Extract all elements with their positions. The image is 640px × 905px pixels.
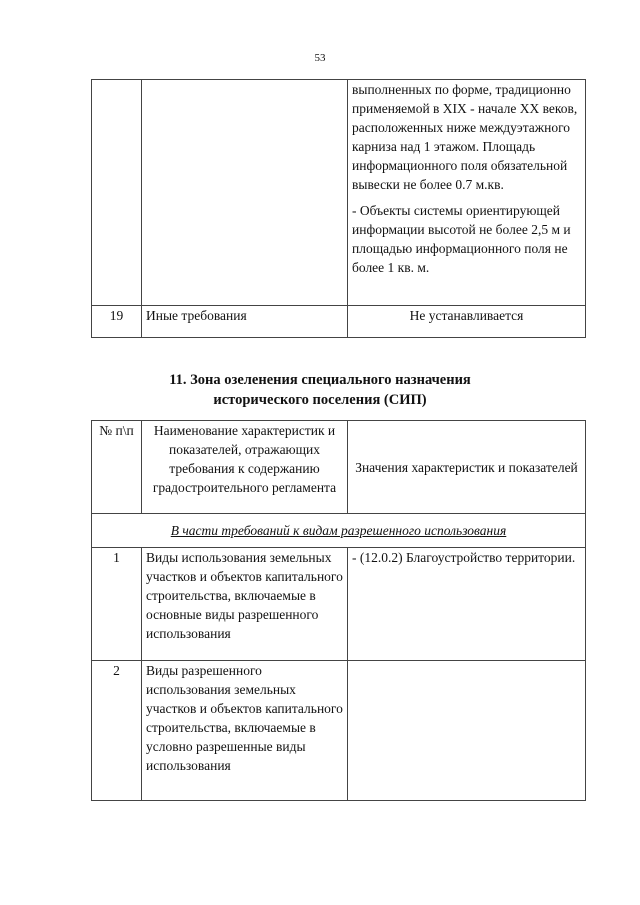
zone-regulation-table (91, 420, 586, 801)
header-value-cell: Значения характеристик и показателей (348, 421, 586, 514)
section-title-line: исторического поселения (СИП) (213, 392, 427, 408)
table-row (92, 548, 586, 661)
orientation-objects-text: - Объекты системы ориентирующей информации высотой не более 2,5 м и площадью информационного поля не более 1 кв. м. (352, 203, 571, 275)
table-row (92, 661, 586, 801)
row-value-cell (348, 80, 586, 306)
row-name-cell: Иные требования (142, 306, 348, 338)
row-number-cell: 2 (92, 661, 142, 801)
row-value-cell: Не устанавливается (348, 306, 586, 338)
header-number-cell: № п\п (92, 421, 142, 514)
row-number-cell (92, 80, 142, 306)
continued-value-text: выполненных по форме, традиционно применяемой в XIX - начале XX веков, расположенных ниже междуэтажного карниза над 1 этажом. Площадь информационного поля обязательной вывески не более 0.7 м.кв. (352, 82, 578, 192)
row-value-cell: - (12.0.2) Благоустройство территории. (348, 548, 586, 661)
section-title-line: 11. Зона озеленения специального назначения (169, 372, 471, 388)
continued-regulation-table (91, 79, 586, 338)
header-name-cell: Наименование характеристик и показателей, отражающих требования к содержанию градостроительного регламента (142, 421, 348, 514)
row-name-cell (142, 80, 348, 306)
table-subheader-row (92, 514, 586, 548)
table-row (92, 80, 586, 306)
row-name-cell: Виды разрешенного использования земельных участков и объектов капитального строительства, включаемые в условно разрешенные виды использования (142, 661, 348, 801)
table-row (92, 306, 586, 338)
page-number: 53 (314, 52, 326, 64)
row-value-cell (348, 661, 586, 801)
table-subheader: В части требований к видам разрешенного использования (92, 514, 586, 548)
table-header-row (92, 421, 586, 514)
row-number-cell: 1 (92, 548, 142, 661)
section-title (0, 370, 640, 410)
row-number-cell: 19 (92, 306, 142, 338)
row-name-cell: Виды использования земельных участков и объектов капитального строительства, включаемые в основные виды разрешенного использования (142, 548, 348, 661)
